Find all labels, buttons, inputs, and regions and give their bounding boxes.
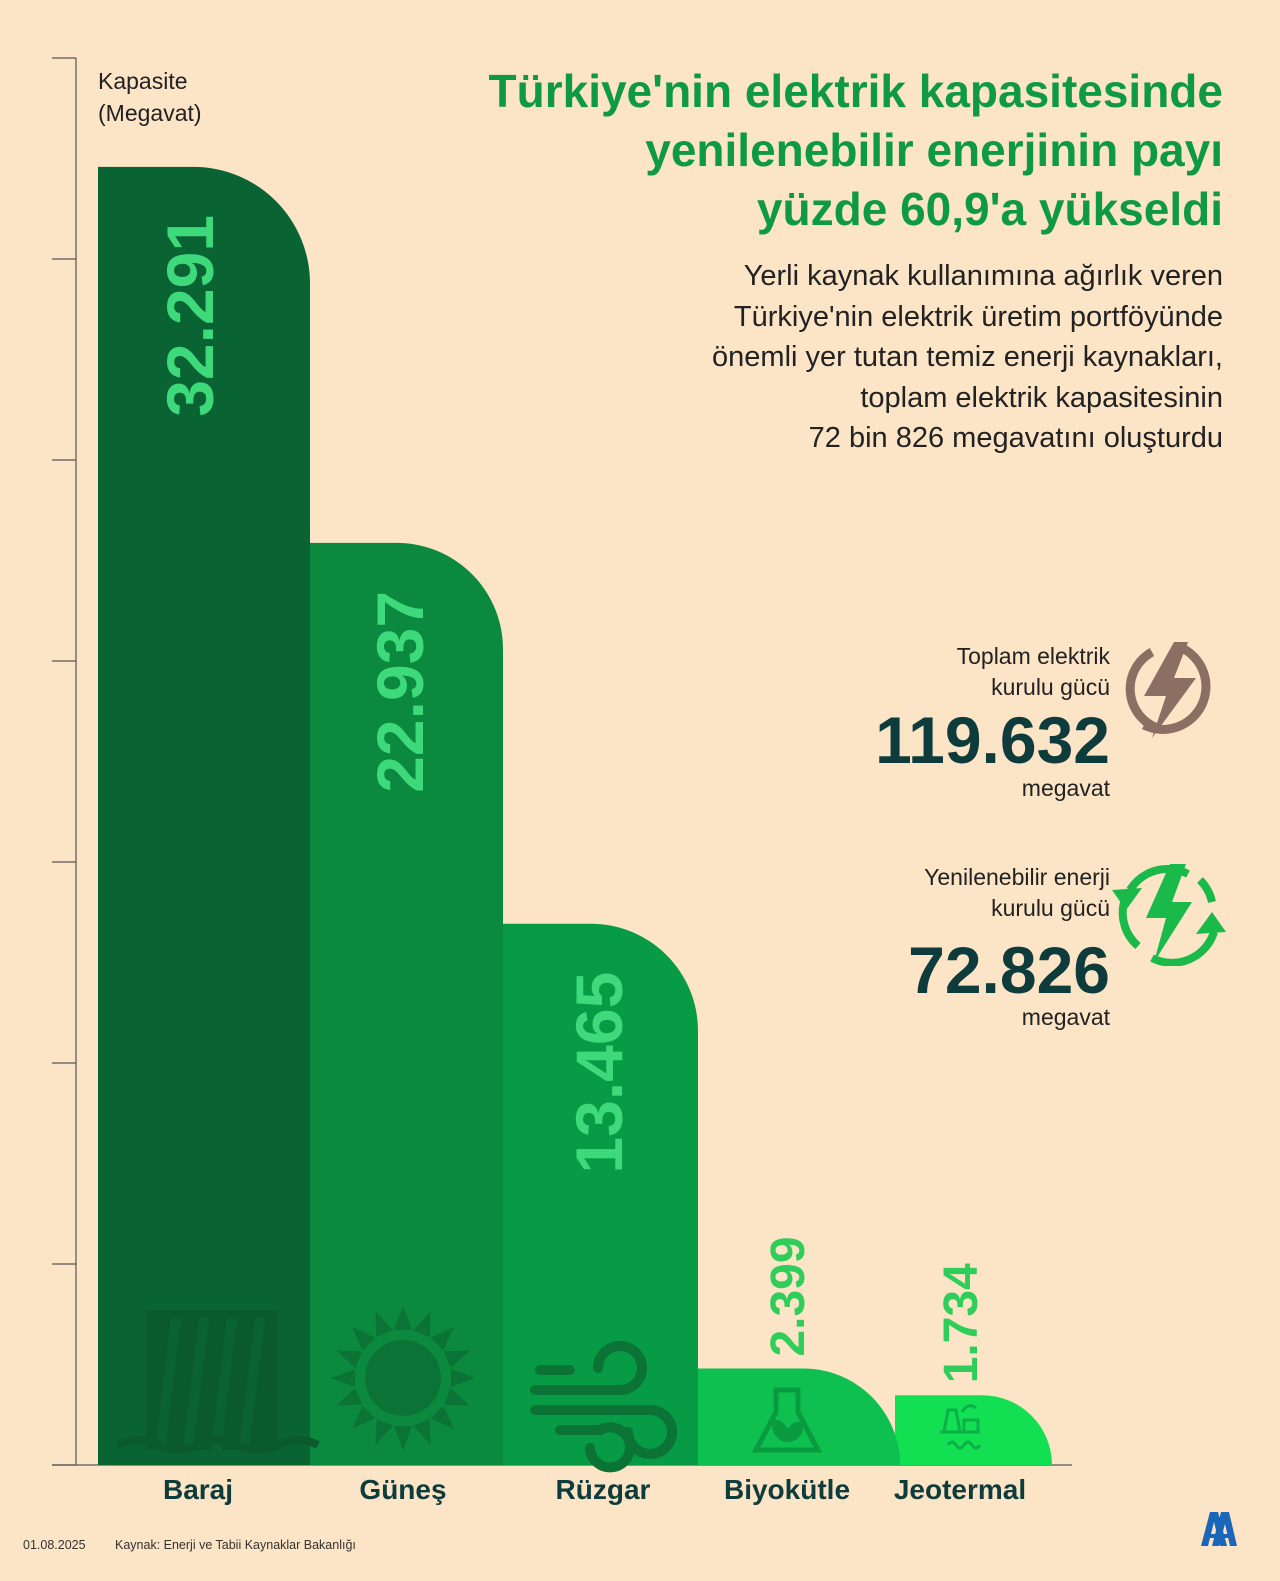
x-tick-label: Baraj xyxy=(162,1474,234,1505)
renewable-lightning-icon xyxy=(1108,862,1230,966)
x-tick-label: Rüzgar xyxy=(555,1474,651,1505)
aa-logo xyxy=(1198,1508,1238,1548)
page-subtitle: Yerli kaynak kullanımına ağırlık veren Türkiye'nin elektrik üretim portföyünde önemli yer tutan temiz enerji kaynakları, toplam elektrik kapasitesinin 72 bin 826 megavatını oluşturdu xyxy=(712,260,1223,454)
renewable-capacity-label: Yenilenebilir enerji kurulu gücü xyxy=(924,864,1110,921)
x-tick-label: Güneş xyxy=(359,1474,447,1505)
value-label: 13.465 xyxy=(562,971,637,1174)
value-label: 32.291 xyxy=(153,214,228,417)
total-capacity-value: 119.632 xyxy=(875,703,1110,777)
footer-date: 01.08.2025 xyxy=(23,1538,86,1552)
value-label: 2.399 xyxy=(761,1236,815,1357)
page-title: Türkiye'nin elektrik kapasitesinde yenilenebilir enerjinin payı yüzde 60,9'a yükseldi xyxy=(488,65,1223,235)
lightning-circle-icon xyxy=(1122,640,1218,740)
x-tick-label: Biyokütle xyxy=(723,1474,851,1505)
x-tick-label: Jeotermal xyxy=(893,1474,1027,1505)
renewable-capacity-value: 72.826 xyxy=(908,933,1110,1007)
value-label: 22.937 xyxy=(363,590,438,793)
renewable-capacity-unit: megavat xyxy=(1021,1004,1110,1030)
footer-source: Kaynak: Enerji ve Tabii Kaynaklar Bakanlığı xyxy=(115,1538,356,1552)
sun-icon xyxy=(331,1306,475,1450)
y-axis-label: Kapasite (Megavat) xyxy=(98,68,202,126)
total-capacity-label: Toplam elektrik kurulu gücü xyxy=(956,643,1110,700)
value-label: 1.734 xyxy=(934,1263,988,1384)
total-capacity-unit: megavat xyxy=(1021,775,1110,801)
